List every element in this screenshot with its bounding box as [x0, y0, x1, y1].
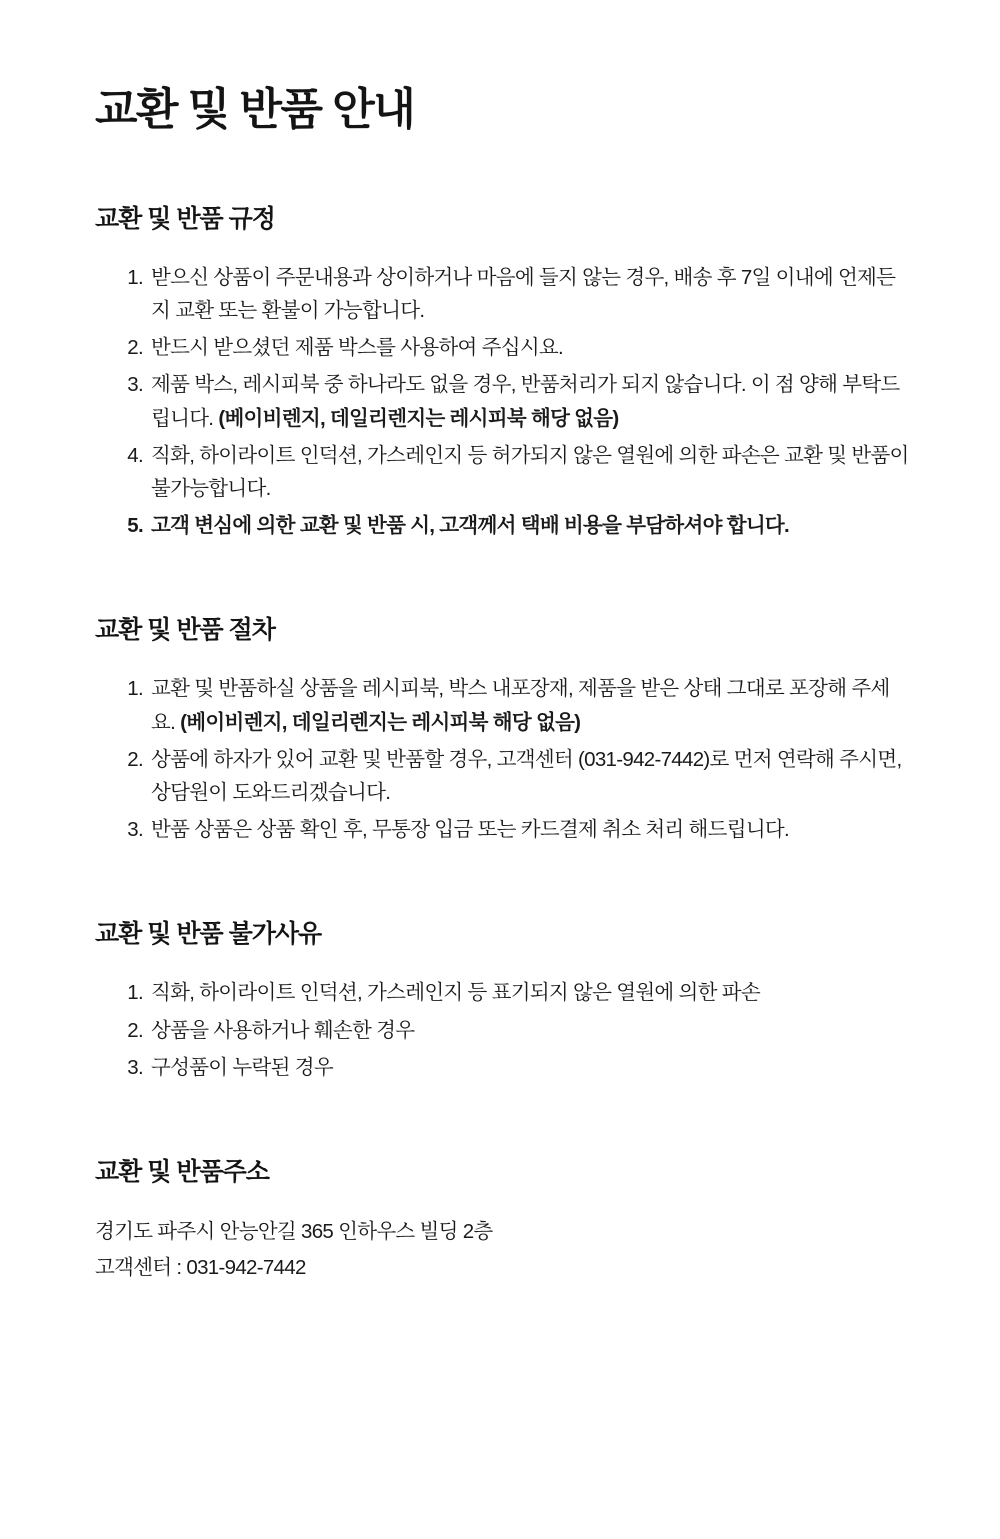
- list-item-text: 상품에 하자가 있어 교환 및 반품할 경우, 고객센터 (031-942-7442)로 먼저 연락해 주시면, 상담원이 도와드리겠습니다.: [151, 747, 902, 805]
- section-return-procedure: [95, 610, 910, 846]
- list-item-text: 받으신 상품이 주문내용과 상이하거나 마음에 들지 않는 경우, 배송 후 7일 이내에 언제든지 교환 또는 환불이 가능합니다.: [151, 265, 896, 322]
- list-item: [147, 331, 910, 364]
- list-item: [147, 509, 910, 542]
- list-item-text: 직화, 하이라이트 인덕션, 가스레인지 등 허가되지 않은 열원에 의한 파손은 교환 및 반품이 불가능합니다.: [151, 443, 909, 501]
- list-item: [147, 1051, 910, 1084]
- list-item: [147, 813, 910, 846]
- list-item-text: 교환 및 반품하실 상품을 레시피북, 박스 내포장재, 제품을 받은 상태 그대로 포장해 주세요.: [151, 677, 890, 734]
- page-title: 교환 및 반품 안내: [95, 85, 415, 134]
- return-procedure-list: [95, 672, 910, 846]
- list-item: [147, 368, 910, 434]
- return-rules-list: [95, 261, 910, 543]
- section-return-address: [95, 1152, 910, 1286]
- list-item: [147, 1014, 910, 1047]
- list-item: [147, 976, 910, 1009]
- list-item-text: 반드시 받으셨던 제품 박스를 사용하여 주십시요.: [151, 336, 564, 360]
- section-return-rules: [95, 199, 910, 543]
- customer-center-line: 고객센터 : 031-942-7442: [95, 1255, 306, 1279]
- list-item-text: 제품 박스, 레시피북 중 하나라도 없을 경우, 반품처리가 되지 않습니다. 이 점 양해 부탁드립니다.: [151, 373, 900, 430]
- list-item-text: 구성품이 누락된 경우: [151, 1055, 333, 1079]
- list-item-text: 직화, 하이라이트 인덕션, 가스레인지 등 표기되지 않은 열원에 의한 파손: [151, 981, 760, 1005]
- list-item-emphasis: (베이비렌지, 데일리렌지는 레시피북 해당 없음): [180, 710, 581, 734]
- section-heading-non-returnable-reasons: 교환 및 반품 불가사유: [95, 920, 322, 949]
- list-item: [147, 261, 910, 327]
- non-returnable-reasons-list: [95, 976, 910, 1084]
- list-item: [147, 743, 910, 809]
- address-line: 경기도 파주시 안능안길 365 인하우스 빌딩 2층: [95, 1220, 493, 1244]
- section-heading-return-procedure: 교환 및 반품 절차: [95, 616, 275, 645]
- list-item-emphasis: (베이비렌지, 데일리렌지는 레시피북 해당 없음): [218, 406, 619, 430]
- section-heading-return-address: 교환 및 반품주소: [95, 1158, 269, 1187]
- section-non-returnable-reasons: [95, 914, 910, 1084]
- section-heading-return-rules: 교환 및 반품 규정: [95, 204, 275, 233]
- list-item-text: 고객 변심에 의한 교환 및 반품 시, 고객께서 택배 비용을 부담하셔야 합니다.: [151, 514, 790, 538]
- address-block: [95, 1214, 910, 1286]
- list-item: [147, 672, 910, 738]
- list-item-text: 반품 상품은 상품 확인 후, 무통장 입금 또는 카드결제 취소 처리 해드립니다.: [151, 818, 790, 842]
- list-item: [147, 439, 910, 505]
- list-item-text: 상품을 사용하거나 훼손한 경우: [151, 1018, 415, 1042]
